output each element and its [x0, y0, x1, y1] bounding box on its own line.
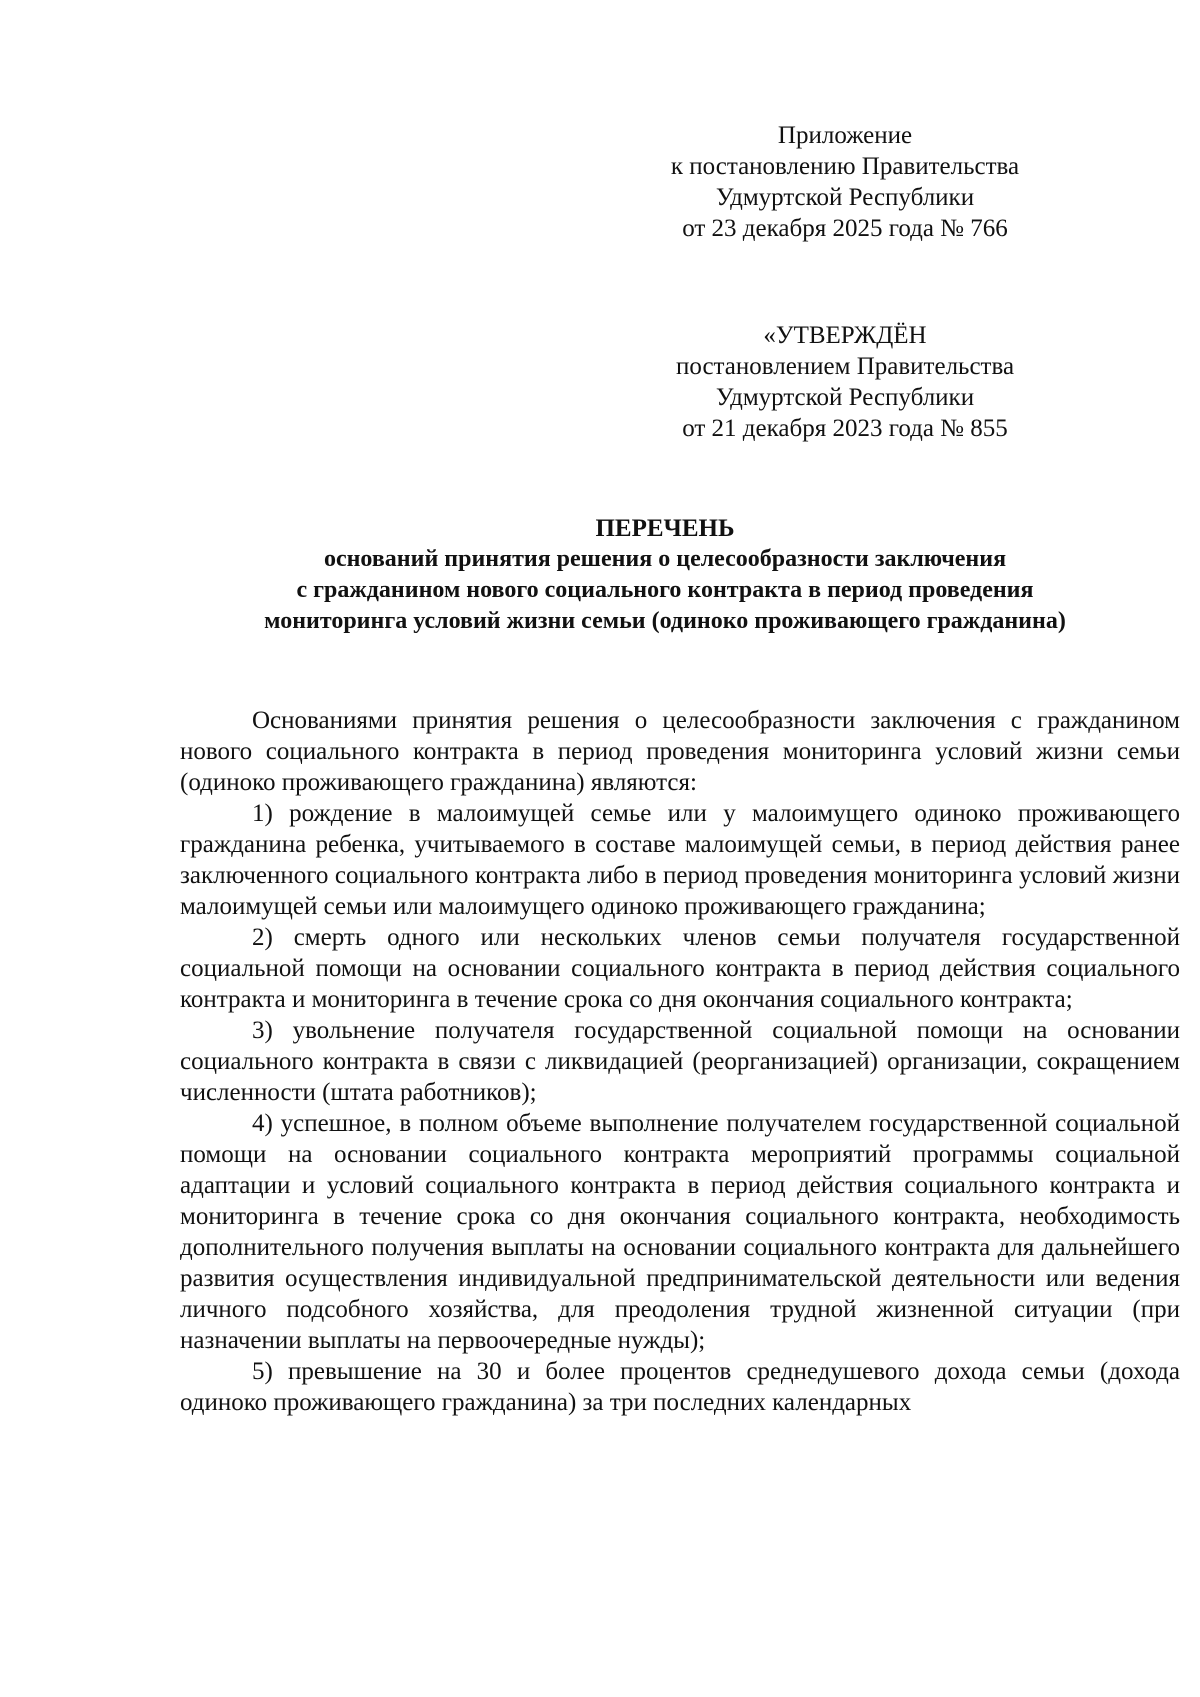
document-body	[180, 705, 1180, 1418]
approved-label: «УТВЕРЖДЁН	[763, 322, 927, 349]
appendix-reference: к постановлению Правительства	[670, 153, 1020, 180]
approved-date-number: от 21 декабря 2023 года № 855	[682, 415, 1008, 442]
list-item-1: 1) рождение в малоимущей семье или у малоимущего одиноко проживающего гражданина ребенка, учитываемого в составе малоимущей семьи, в период действия ранее заключенного социального контракта либо в период проведения мониторинга условий жизни малоимущей семьи или малоимущего одиноко проживающего гражданина;	[180, 800, 1180, 920]
appendix-date-number: от 23 декабря 2025 года № 766	[682, 215, 1008, 242]
approved-by: постановлением Правительства	[675, 353, 1015, 380]
document-heading: ПЕРЕЧЕНЬ	[595, 515, 735, 542]
document-subtitle-line-3: мониторинга условий жизни семьи (одиноко проживающего гражданина)	[264, 608, 1066, 634]
appendix-authority: Удмуртской Республики	[715, 184, 975, 211]
appendix-block	[630, 120, 1060, 244]
document-subtitle-line-2: с гражданином нового социального контракта в период проведения	[296, 577, 1034, 603]
list-item-5: 5) превышение на 30 и более процентов среднедушевого дохода семьи (дохода одиноко проживающего гражданина) за три последних календарных	[180, 1358, 1180, 1416]
approved-authority: Удмуртской Республики	[715, 384, 975, 411]
document-subtitle-line-1: оснований принятия решения о целесообразности заключения	[323, 546, 1007, 572]
list-item-2: 2) смерть одного или нескольких членов семьи получателя государственной социальной помощи на основании социального контракта в период действия социального контракта и мониторинга в течение срока со дня окончания социального контракта;	[180, 924, 1180, 1013]
document-title-block	[150, 513, 1180, 637]
appendix-label: Приложение	[777, 122, 913, 149]
list-item-3: 3) увольнение получателя государственной социальной помощи на основании социального контракта в связи с ликвидацией (реорганизацией) организации, сокращением численности (штата работников);	[180, 1017, 1180, 1106]
list-item-4: 4) успешное, в полном объеме выполнение получателем государственной социальной помощи на основании социального контракта мероприятий программы социальной адаптации и условий социального контракта в период действия социального контракта и мониторинга в течение срока со дня окончания социального контракта, необходимость дополнительного получения выплаты на основании социального контракта для дальнейшего развития осуществления индивидуальной предпринимательской деятельности или ведения личного подсобного хозяйства, для преодоления трудной жизненной ситуации (при назначении выплаты на первоочередные нужды);	[180, 1110, 1180, 1354]
approval-stamp-block	[630, 320, 1060, 444]
intro-paragraph: Основаниями принятия решения о целесообразности заключения с гражданином нового социального контракта в период проведения мониторинга условий жизни семьи (одиноко проживающего гражданина) являются:	[180, 707, 1180, 796]
